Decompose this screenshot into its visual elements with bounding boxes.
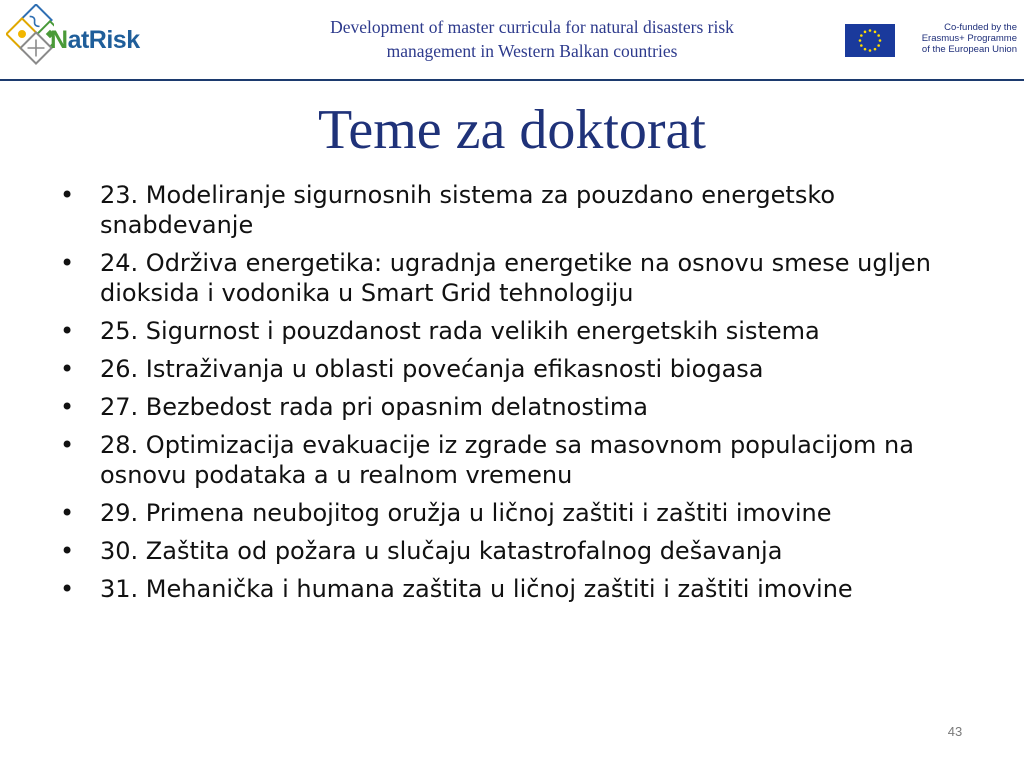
topic-item <box>60 248 960 308</box>
topic-text: 30. Zaštita od požara u slučaju katastrofalnog dešavanja <box>100 537 783 565</box>
eu-text-line-2: Erasmus+ Programme <box>921 33 1017 44</box>
natrisk-emblem-icon <box>6 4 54 70</box>
bullet-icon: • <box>60 355 75 383</box>
bullet-icon: • <box>60 431 75 459</box>
eu-star-icon <box>864 31 867 34</box>
project-title <box>262 15 802 63</box>
erasmus-cofunding-text <box>903 22 1017 55</box>
topic-text: 23. Modeliranje sigurnosnih sistema za pouzdano energetsko snabdevanje <box>100 181 836 239</box>
eu-star-icon <box>869 29 872 32</box>
page-number: 43 <box>947 724 963 739</box>
eu-star-icon <box>860 34 863 37</box>
topic-text: 24. Održiva energetika: ugradnja energetike na osnovu smese ugljen dioksida i vodonika u Smart Grid tehnologiju <box>100 249 931 307</box>
eu-star-icon <box>860 44 863 47</box>
erasmus-cofunding-block <box>845 22 1020 58</box>
topic-item <box>60 574 960 604</box>
topic-item <box>60 536 960 566</box>
topic-text: 28. Optimizacija evakuacije iz zgrade sa masovnom populacijom na osnovu podataka a u realnom vremenu <box>100 431 914 489</box>
eu-star-icon <box>869 49 872 52</box>
natrisk-wordmark: NatRisk <box>50 26 140 54</box>
topic-list <box>60 180 960 612</box>
eu-flag-icon <box>845 24 895 57</box>
project-title-line-2: management in Western Balkan countries <box>386 41 678 61</box>
topic-text: 29. Primena neubojitog oružja u ličnoj zaštiti i zaštiti imovine <box>100 499 832 527</box>
eu-star-icon <box>877 44 880 47</box>
topic-item <box>60 430 960 490</box>
slide-title: Teme za doktorat <box>318 99 706 161</box>
natrisk-logo <box>6 4 166 72</box>
topic-item <box>60 392 960 422</box>
bullet-icon: • <box>60 499 75 527</box>
topic-item <box>60 498 960 528</box>
topic-item <box>60 316 960 346</box>
slide-header <box>0 0 1024 82</box>
eu-star-icon <box>859 39 862 42</box>
topic-text: 31. Mehanička i humana zaštita u ličnoj zaštiti i zaštiti imovine <box>100 575 853 603</box>
topic-text: 27. Bezbedost rada pri opasnim delatnostima <box>100 393 648 421</box>
eu-text-line-3: of the European Union <box>921 44 1017 55</box>
topic-text: 26. Istraživanja u oblasti povećanja efikasnosti biogasa <box>100 355 764 383</box>
eu-star-icon <box>864 48 867 51</box>
bullet-icon: • <box>60 537 75 565</box>
eu-star-icon <box>874 31 877 34</box>
bullet-icon: • <box>60 249 75 277</box>
eu-star-icon <box>877 34 880 37</box>
eu-star-icon <box>879 39 882 42</box>
bullet-icon: • <box>60 575 75 603</box>
bullet-icon: • <box>60 181 75 209</box>
project-title-line-1: Development of master curricula for natural disasters risk <box>330 17 734 37</box>
bullet-icon: • <box>60 393 75 421</box>
header-divider <box>0 79 1024 81</box>
topic-item <box>60 180 960 240</box>
topic-item <box>60 354 960 384</box>
bullet-icon: • <box>60 317 75 345</box>
topic-text: 25. Sigurnost i pouzdanost rada velikih energetskih sistema <box>100 317 820 345</box>
eu-star-icon <box>874 48 877 51</box>
eu-text-line-1: Co-funded by the <box>944 22 1017 33</box>
